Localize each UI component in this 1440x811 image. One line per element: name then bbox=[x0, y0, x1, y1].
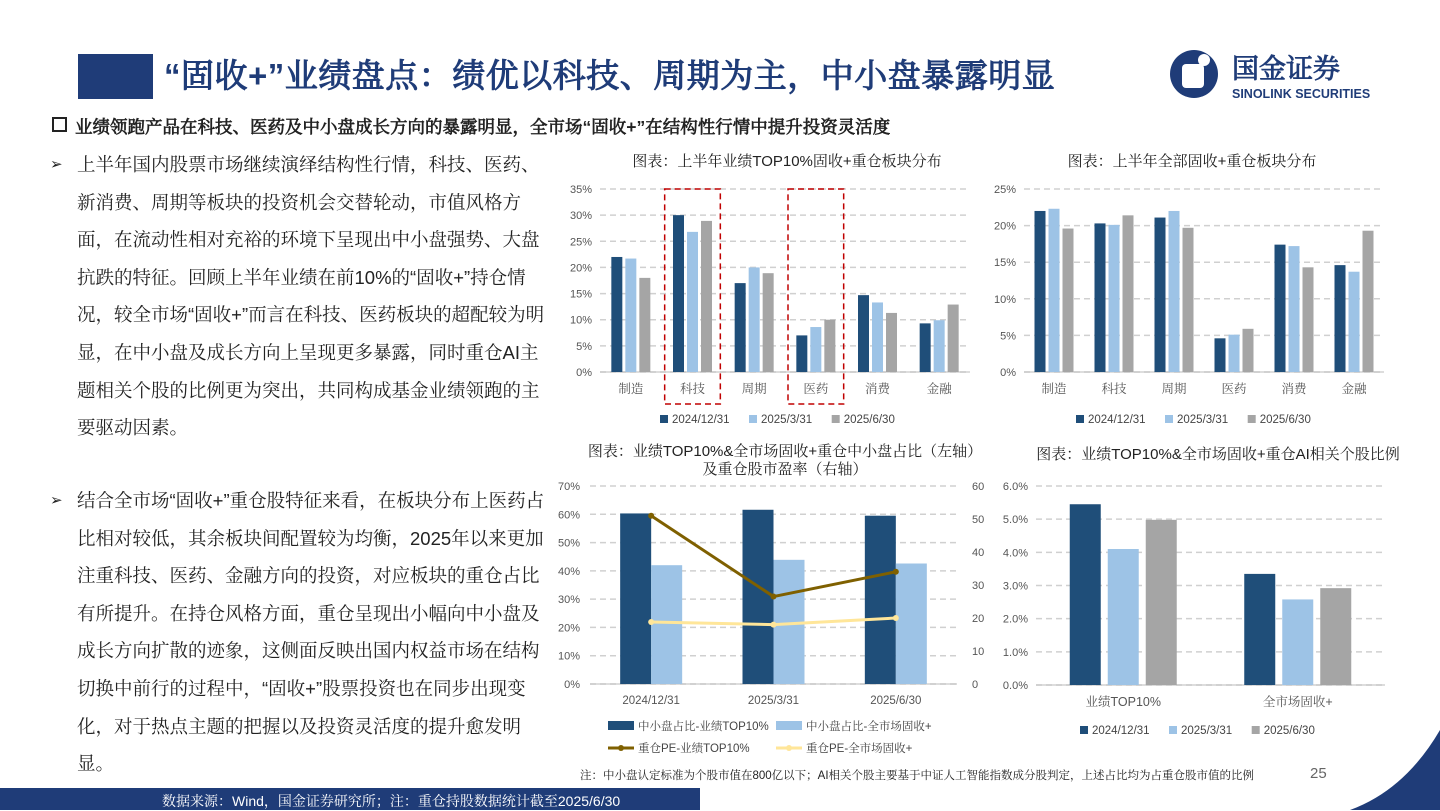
y-tick-label: 15% bbox=[993, 257, 1016, 270]
arrow-bullet-icon: ➢ bbox=[50, 492, 63, 509]
bar bbox=[810, 327, 821, 372]
legend-marker bbox=[786, 745, 792, 751]
bar bbox=[1155, 218, 1166, 372]
y-tick-label: 4.0% bbox=[1002, 547, 1028, 560]
x-tick-label: 消费 bbox=[1281, 382, 1307, 396]
legend-marker bbox=[618, 745, 624, 751]
legend-label: 2024/12/31 bbox=[672, 414, 730, 426]
bar bbox=[639, 278, 650, 372]
bar bbox=[1244, 574, 1275, 685]
legend-label: 2025/3/31 bbox=[1181, 725, 1233, 737]
bar bbox=[701, 221, 712, 372]
bar bbox=[749, 267, 760, 372]
chart-3-title-line-1: 图表：业绩TOP10%&全市场固收+重仓中小盘占比（左轴） bbox=[587, 443, 983, 460]
y-left-tick-label: 40% bbox=[557, 565, 580, 578]
legend-swatch bbox=[776, 721, 802, 730]
x-tick-label: 金融 bbox=[1341, 382, 1367, 396]
y-left-tick-label: 70% bbox=[557, 481, 580, 493]
legend-swatch bbox=[1165, 415, 1173, 423]
lead-text: 业绩领跑产品在科技、医药及中小盘成长方向的暴露明显，全市场“固收+”在结构性行情中提升投资灵活度 bbox=[75, 117, 891, 137]
bar bbox=[1289, 246, 1300, 372]
bar bbox=[1123, 215, 1134, 372]
legend-swatch bbox=[1080, 726, 1088, 734]
line-point bbox=[893, 615, 899, 621]
x-tick-label: 消费 bbox=[864, 382, 891, 396]
x-tick-label: 医药 bbox=[803, 382, 829, 396]
source-text: 数据来源：Wind，国金证券研究所；注：重仓持股数据统计截至2025/6/30 bbox=[162, 793, 621, 809]
y-right-tick-label: 0 bbox=[972, 679, 979, 691]
arrow-bullet-icon: ➢ bbox=[50, 156, 63, 173]
bar bbox=[1349, 272, 1360, 372]
bar bbox=[763, 273, 774, 372]
square-bullet-icon bbox=[52, 117, 67, 132]
y-right-tick-label: 60 bbox=[972, 481, 985, 493]
bar bbox=[743, 510, 774, 684]
bar bbox=[620, 513, 651, 684]
paragraph-1 bbox=[50, 146, 550, 447]
bar bbox=[896, 564, 927, 684]
legend-label: 重仓PE-业绩TOP10% bbox=[638, 743, 750, 755]
y-tick-label: 5.0% bbox=[1002, 514, 1028, 527]
x-tick-label: 2024/12/31 bbox=[622, 695, 680, 707]
y-tick-label: 20% bbox=[569, 262, 592, 275]
legend-swatch bbox=[832, 415, 840, 423]
y-tick-label: 10% bbox=[993, 293, 1016, 306]
y-tick-label: 6.0% bbox=[1002, 481, 1028, 493]
bar bbox=[1320, 588, 1351, 685]
lead-bullet bbox=[52, 114, 890, 139]
chart-footnote: 注：中小盘认定标准为个股市值在800亿以下；AI相关个股主要基于中证人工智能指数成分股判定，上述占比均为占重仓股市值的比例 bbox=[580, 770, 1255, 782]
bar bbox=[1049, 209, 1060, 372]
legend-swatch bbox=[1169, 726, 1177, 734]
legend-label: 2024/12/31 bbox=[1088, 414, 1146, 426]
bar bbox=[1215, 338, 1226, 372]
legend-label: 2025/3/31 bbox=[761, 414, 813, 426]
y-left-tick-label: 60% bbox=[557, 509, 580, 522]
page-number: 25 bbox=[1310, 765, 1327, 782]
sinolink-logo bbox=[1168, 46, 1408, 102]
bar bbox=[1229, 335, 1240, 372]
legend-swatch bbox=[1252, 726, 1260, 734]
y-tick-label: 5% bbox=[576, 340, 592, 353]
y-tick-label: 1.0% bbox=[1002, 646, 1028, 659]
bar bbox=[948, 305, 959, 372]
bar bbox=[673, 215, 684, 372]
chart-4-title: 图表：业绩TOP10%&全市场固收+重仓AI相关个股比例 bbox=[1036, 446, 1400, 463]
x-tick-label: 周期 bbox=[1161, 382, 1187, 396]
corner-decoration bbox=[1310, 730, 1440, 810]
chart-3-title-line-2: 及重仓股市盈率（右轴） bbox=[702, 461, 868, 478]
legend-label: 中小盘占比-业绩TOP10% bbox=[638, 721, 769, 733]
legend-label: 2025/6/30 bbox=[1263, 725, 1315, 737]
line-point bbox=[648, 513, 654, 519]
line-point bbox=[648, 619, 654, 625]
x-tick-label: 2025/3/31 bbox=[747, 695, 800, 707]
line-point bbox=[771, 594, 777, 600]
bar bbox=[735, 283, 746, 372]
bar bbox=[858, 295, 869, 372]
bar bbox=[1108, 549, 1139, 685]
y-right-tick-label: 40 bbox=[972, 547, 985, 559]
bar bbox=[920, 323, 931, 372]
bar bbox=[651, 565, 682, 684]
chart-1-title: 图表：上半年业绩TOP10%固收+重仓板块分布 bbox=[632, 153, 942, 170]
bar bbox=[796, 335, 807, 372]
x-tick-label: 金融 bbox=[926, 382, 952, 396]
y-tick-label: 5% bbox=[1000, 330, 1016, 343]
bar bbox=[1035, 211, 1046, 372]
logo-cn-text: 国金证券 bbox=[1232, 54, 1340, 84]
y-tick-label: 0% bbox=[1000, 367, 1016, 379]
chart-1 bbox=[552, 176, 982, 438]
y-tick-label: 35% bbox=[569, 184, 592, 196]
legend-swatch bbox=[1076, 415, 1084, 423]
bar bbox=[865, 516, 896, 684]
bar bbox=[1146, 520, 1177, 685]
bar bbox=[1183, 228, 1194, 372]
bar bbox=[886, 313, 897, 372]
y-left-tick-label: 20% bbox=[557, 622, 580, 635]
y-tick-label: 25% bbox=[993, 184, 1016, 196]
bar bbox=[625, 259, 636, 372]
bar bbox=[1070, 504, 1101, 685]
bar bbox=[934, 320, 945, 372]
x-tick-label: 科技 bbox=[679, 382, 706, 396]
y-tick-label: 15% bbox=[569, 288, 592, 301]
paragraph-2-text: 结合全市场“固收+”重仓股特征来看，在板块分布上医药占比相对较低，其余板块间配置较为均衡，2025年以来更加注重科技、医药、金融方向的投资，对应板块的重仓占比有所提升。在持仓风格方面，重仓呈现出小幅向中小盘及成长方向扩散的迹象，这侧面反映出国内权益市场在结构切换中前行的过程中，“固收+”股票投资也在同步出现变化，对于热点主题的把握以及投资灵活度的提升愈发明显。 bbox=[77, 490, 545, 775]
x-tick-label: 全市场固收+ bbox=[1262, 695, 1333, 709]
y-right-tick-label: 20 bbox=[972, 613, 985, 625]
logo-en-text: SINOLINK SECURITIES bbox=[1232, 87, 1371, 101]
y-tick-label: 10% bbox=[569, 314, 592, 327]
bar bbox=[1363, 231, 1374, 372]
x-tick-label: 制造 bbox=[1041, 382, 1067, 396]
paragraph-2 bbox=[50, 482, 550, 783]
y-tick-label: 0.0% bbox=[1002, 680, 1028, 692]
legend-swatch bbox=[749, 415, 757, 423]
legend-label: 中小盘占比-全市场固收+ bbox=[806, 721, 932, 733]
y-tick-label: 30% bbox=[569, 210, 592, 223]
paragraph-1-text: 上半年国内股票市场继续演绎结构性行情，科技、医药、新消费、周期等板块的投资机会交替轮动，市值风格方面，在流动性相对充裕的环境下呈现出中小盘强势、大盘抗跌的特征。回顾上半年业绩在前10%的“固收+”持仓情况，较全市场“固收+”而言在科技、医药板块的超配较为明显，在中小盘及成长方向上呈现更多暴露，同时重仓AI主题相关个股的比例更为突出，共同构成基金业绩领跑的主要驱动因素。 bbox=[77, 154, 545, 439]
bar bbox=[687, 232, 698, 372]
bar bbox=[872, 302, 883, 372]
bar bbox=[1275, 245, 1286, 372]
x-tick-label: 周期 bbox=[741, 382, 767, 396]
y-tick-label: 20% bbox=[993, 220, 1016, 233]
legend-label: 2025/6/30 bbox=[843, 414, 895, 426]
page-title: “固收+”业绩盘点：绩优以科技、周期为主，中小盘暴露明显 bbox=[164, 57, 1056, 94]
chart-2 bbox=[980, 176, 1390, 438]
y-tick-label: 3.0% bbox=[1002, 580, 1028, 593]
legend-label: 2025/3/31 bbox=[1177, 414, 1229, 426]
bar bbox=[1243, 329, 1254, 372]
x-tick-label: 业绩TOP10% bbox=[1085, 695, 1161, 709]
bar bbox=[1303, 267, 1314, 372]
x-tick-label: 医药 bbox=[1221, 382, 1247, 396]
y-left-tick-label: 30% bbox=[557, 594, 580, 607]
chart-3 bbox=[552, 474, 1002, 764]
chart-2-title: 图表：上半年全部固收+重仓板块分布 bbox=[1067, 153, 1317, 170]
y-left-tick-label: 0% bbox=[564, 679, 580, 691]
line-point bbox=[771, 622, 777, 628]
legend-swatch bbox=[608, 721, 634, 730]
y-tick-label: 2.0% bbox=[1002, 613, 1028, 626]
bar bbox=[611, 257, 622, 372]
line-point bbox=[893, 569, 899, 575]
bar bbox=[1282, 599, 1313, 685]
chart-4 bbox=[990, 474, 1400, 744]
x-tick-label: 2025/6/30 bbox=[870, 695, 922, 707]
legend-label: 2025/6/30 bbox=[1259, 414, 1311, 426]
y-left-tick-label: 10% bbox=[557, 650, 580, 663]
bar bbox=[1095, 223, 1106, 372]
legend-label: 重仓PE-全市场固收+ bbox=[806, 743, 913, 755]
y-right-tick-label: 30 bbox=[972, 580, 985, 592]
bar bbox=[1169, 211, 1180, 372]
x-tick-label: 科技 bbox=[1101, 382, 1127, 396]
y-right-tick-label: 50 bbox=[972, 514, 985, 526]
bar bbox=[1109, 225, 1120, 372]
x-tick-label: 制造 bbox=[618, 382, 644, 396]
bar bbox=[824, 320, 835, 372]
legend-swatch bbox=[1248, 415, 1256, 423]
bar bbox=[1335, 265, 1346, 372]
y-right-tick-label: 10 bbox=[972, 646, 985, 658]
title-accent-block bbox=[78, 54, 153, 99]
y-tick-label: 0% bbox=[576, 367, 592, 379]
bar bbox=[1063, 229, 1074, 372]
legend-swatch bbox=[660, 415, 668, 423]
y-left-tick-label: 50% bbox=[557, 537, 580, 550]
y-tick-label: 25% bbox=[569, 236, 592, 249]
legend-label: 2024/12/31 bbox=[1092, 725, 1150, 737]
